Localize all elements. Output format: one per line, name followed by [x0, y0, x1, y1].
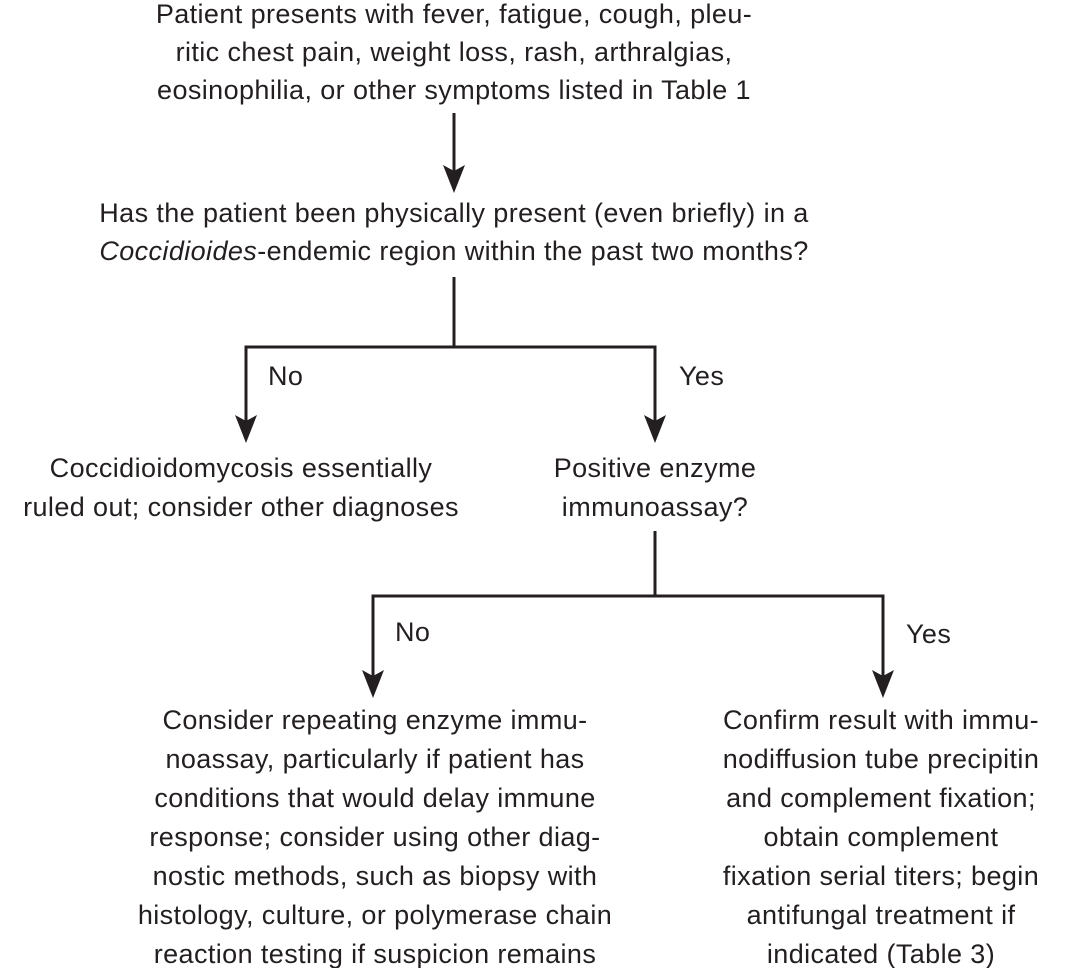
ruled-out-line-2: ruled out; consider other diagnoses: [23, 492, 459, 522]
confirm-line-3: and complement fixation;: [726, 783, 1036, 813]
node-ruled-out-outcome: [0, 449, 521, 527]
repeat-eia-line-1: Consider repeating enzyme immu-: [162, 705, 588, 735]
confirm-line-4: obtain complement: [763, 822, 999, 852]
repeat-eia-line-7: reaction testing if suspicion remains: [153, 939, 597, 968]
endemic-branch-line: [246, 347, 655, 423]
node-patient-presentation: [34, 0, 874, 109]
node-repeat-eia-outcome: [95, 701, 655, 968]
eia-branch-no-label: No: [395, 617, 431, 647]
confirm-line-2: nodiffusion tube precipitin: [722, 744, 1040, 774]
confirm-line-1: Confirm result with immu-: [722, 705, 1040, 735]
presentation-line-1: Patient presents with fever, fatigue, cough, pleu-: [155, 0, 753, 29]
eia-branch-yes-label: Yes: [906, 619, 952, 649]
repeat-eia-line-4: response; consider using other diag-: [149, 822, 601, 852]
eia-branch-line: [373, 596, 883, 678]
endemic-question-line-2-rest: -endemic region within the past two months?: [257, 236, 809, 266]
endemic-question-line-2: [34, 232, 874, 270]
node-endemic-region-question: [34, 194, 874, 270]
endemic-question-line-1: Has the patient been physically present (even briefly) in a: [99, 198, 809, 228]
eia-question-line-1: Positive enzyme: [553, 453, 757, 483]
node-confirm-result-outcome: [691, 701, 1068, 968]
endemic-branch-no-label: No: [268, 361, 304, 391]
repeat-eia-line-5: nostic methods, such as biopsy with: [152, 861, 598, 891]
repeat-eia-line-6: histology, culture, or polymerase chain: [137, 900, 613, 930]
presentation-line-3: eosinophilia, or other symptoms listed in Table 1: [157, 75, 751, 105]
ruled-out-line-1: Coccidioidomycosis essentially: [49, 453, 433, 483]
coccidioides-italic: Coccidioides: [99, 236, 258, 266]
presentation-line-2: ritic chest pain, weight loss, rash, arthralgias,: [175, 37, 733, 67]
node-eia-question: [505, 449, 805, 527]
repeat-eia-line-3: conditions that would delay immune: [154, 783, 596, 813]
endemic-branch-yes-label: Yes: [679, 361, 725, 391]
confirm-line-5: fixation serial titers; begin: [722, 861, 1040, 891]
repeat-eia-line-2: noassay, particularly if patient has: [165, 744, 585, 774]
confirm-line-7: indicated (Table 3): [766, 939, 996, 968]
confirm-line-6: antifungal treatment if: [746, 900, 1016, 930]
eia-question-line-2: immunoassay?: [561, 492, 749, 522]
